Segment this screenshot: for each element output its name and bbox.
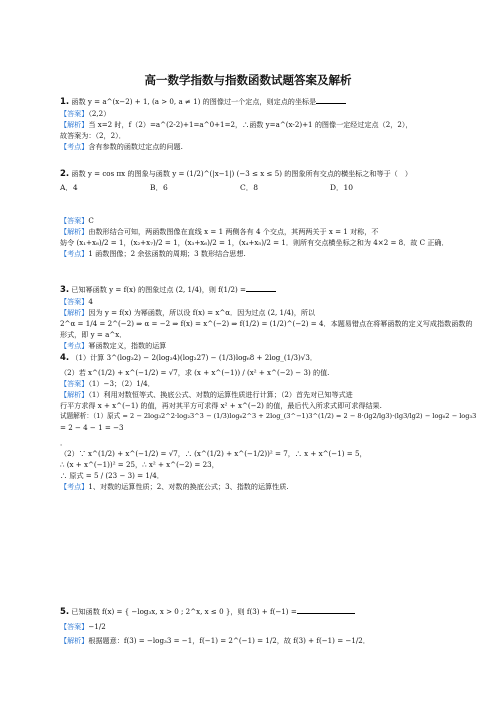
document-title: 高一数学指数与指数函数试题答案及解析 — [144, 73, 352, 87]
analysis-line: ． — [60, 438, 68, 447]
question-2 — [60, 168, 449, 259]
answer-tag: 【答案】 — [60, 297, 89, 306]
question-number: 5. — [60, 607, 70, 617]
analysis-tag: 【解析】 — [60, 390, 89, 399]
analysis-line: 由数形结合可知，两函数图像在直线 x = 1 两侧各有 4 个交点，其两两关于 x = 1 对称，不 — [88, 227, 379, 236]
answer-text: 4 — [88, 297, 93, 306]
point-tag: 【考点】 — [60, 341, 89, 350]
analysis-line: 妨令 (x₁+x₈)/2 = 1，(x₂+x₇)/2 = 1，(x₃+x₆)/2 = 1，(x₄+x₅)/2 = 1．则所有交点横坐标之和为 4×2 = 8．故 C 正确． — [60, 238, 449, 247]
option-b: B．6 — [150, 183, 168, 192]
analysis-line: = 2 − 4 − 1 = −3 — [60, 423, 124, 432]
analysis-line: 行平方求得 x + x^(−1) 的值，再对其平方可求得 x² + x^(−2) 的值，最后代入所求式即可求得结果. — [60, 401, 382, 410]
analysis-tag: 【解析】 — [60, 120, 89, 129]
analysis-line: 试题解析：（1）原式 = 2 − 2log₃2^2·log₂3^3 − (1/3)log₆2^3 + 2log_(3^−1)3^(1/2) = 2 − 8·(lg2/lg3)·(lg3/lg2) − log₆2 − log₃3 — [60, 412, 477, 420]
answer-blank — [297, 606, 355, 614]
question-number: 2. — [60, 169, 70, 179]
answer-tag: 【答案】 — [60, 216, 89, 225]
answer-tag: 【答案】 — [60, 379, 89, 388]
option-a: A．4 — [60, 183, 78, 192]
question-number: 1. — [60, 97, 70, 107]
question-3 — [60, 284, 473, 351]
answer-blank — [316, 96, 346, 104]
answer-text: （2,2） — [88, 109, 111, 118]
analysis-line: 因为 y = f(x) 为幂函数，所以设 f(x) = x^α．因为过点 (2, 1/4)，所以 — [88, 308, 316, 317]
question-part-2: （2）若 x^(1/2) + x^(−1/2) = √7，求 (x + x^(−1)) / (x² + x^(−2) − 3) 的值. — [60, 368, 330, 377]
question-stem: 函数 y = a^(x−2) + 1, (a > 0, a ≠ 1) 的图像过一个定点，则定点的坐标是 — [71, 97, 317, 106]
question-5 — [60, 606, 440, 646]
analysis-line: （2）∵ x^(1/2) + x^(−1/2) = √7，∴ (x^(1/2) + x^(−1/2))² = 7，∴ x + x^(−1) = 5， — [60, 449, 367, 458]
question-4 — [60, 352, 477, 492]
option-c: C．8 — [240, 183, 259, 192]
option-d: D．10 — [330, 183, 354, 192]
answer-tag: 【答案】 — [60, 109, 89, 118]
options-row — [60, 182, 440, 193]
analysis-line: 故答案为：（2，2）． — [60, 131, 126, 140]
answer-text: −1/2 — [88, 622, 106, 631]
point-text: 幂函数定义，指数的运算 — [88, 341, 167, 350]
answer-blank — [246, 284, 276, 292]
analysis-line: ∴ 原式 = 5 / (23 − 3) = 1/4． — [60, 471, 164, 480]
analysis-line: 形式，即 y = a^x． — [60, 330, 127, 339]
answer-text: C — [88, 216, 94, 225]
point-tag: 【考点】 — [60, 249, 89, 258]
analysis-tag: 【解析】 — [60, 636, 89, 645]
analysis-line: （1）利用对数恒等式、换底公式、对数的运算性质进行计算；（2）首先对已知等式进 — [88, 390, 353, 399]
point-text: 含有参数的函数过定点的问题. — [88, 142, 183, 151]
question-number: 4. — [60, 353, 70, 363]
question-part-1: （1）计算 3^(log₃2) − 2(log₃4)(log₂27) − (1/3)log₆8 + 2log_(1/3)√3． — [71, 353, 317, 362]
question-stem: 已知函数 f(x) = { −log₃x, x > 0 ; 2^x, x ≤ 0 }，则 f(3) + f(−1) = — [71, 607, 297, 616]
point-tag: 【考点】 — [60, 482, 89, 491]
analysis-line: 当 x=2 时，f（2）=a^(2-2)+1=a^0+1=2，∴函数 y=a^(x-2)+1 的图像一定经过定点（2，2）， — [88, 120, 413, 129]
question-number: 3. — [60, 285, 70, 295]
point-tag: 【考点】 — [60, 142, 89, 151]
point-text: 1 函数图像；2 余弦函数的周期；3 数形结合思想. — [88, 249, 246, 258]
analysis-line: 2^α = 1/4 = 2^(−2) ⇒ α = −2 ⇒ f(x) = x^(−2) ⇒ f(1/2) = (1/2)^(−2) = 4．本题易错点在将幂函数的定义写成指数函数的 — [60, 319, 473, 328]
analysis-line: 根据题意：f(3) = −log₃3 = −1，f(−1) = 2^(−1) = 1/2，故 f(3) + f(−1) = −1/2． — [88, 636, 370, 645]
analysis-tag: 【解析】 — [60, 308, 89, 317]
analysis-tag: 【解析】 — [60, 227, 89, 236]
answer-text: （1）−3；（2）1/4． — [88, 379, 155, 388]
answer-tag: 【答案】 — [60, 622, 89, 631]
question-stem: 已知幂函数 y = f(x) 的图象过点 (2, 1/4)，则 f(1/2) = — [71, 285, 246, 294]
question-stem: 函数 y = cos πx 的图象与函数 y = (1/2)^(|x−1|) (−3 ≤ x ≤ 5) 的图象所有交点的横坐标之和等于（ ） — [71, 169, 412, 178]
point-text: 1、对数的运算性质；2、对数的换底公式；3、指数的运算性质. — [88, 482, 289, 491]
question-1 — [60, 96, 440, 152]
analysis-line: ∴ (x + x^(−1))² = 25，∴ x² + x^(−2) = 23， — [60, 460, 219, 469]
